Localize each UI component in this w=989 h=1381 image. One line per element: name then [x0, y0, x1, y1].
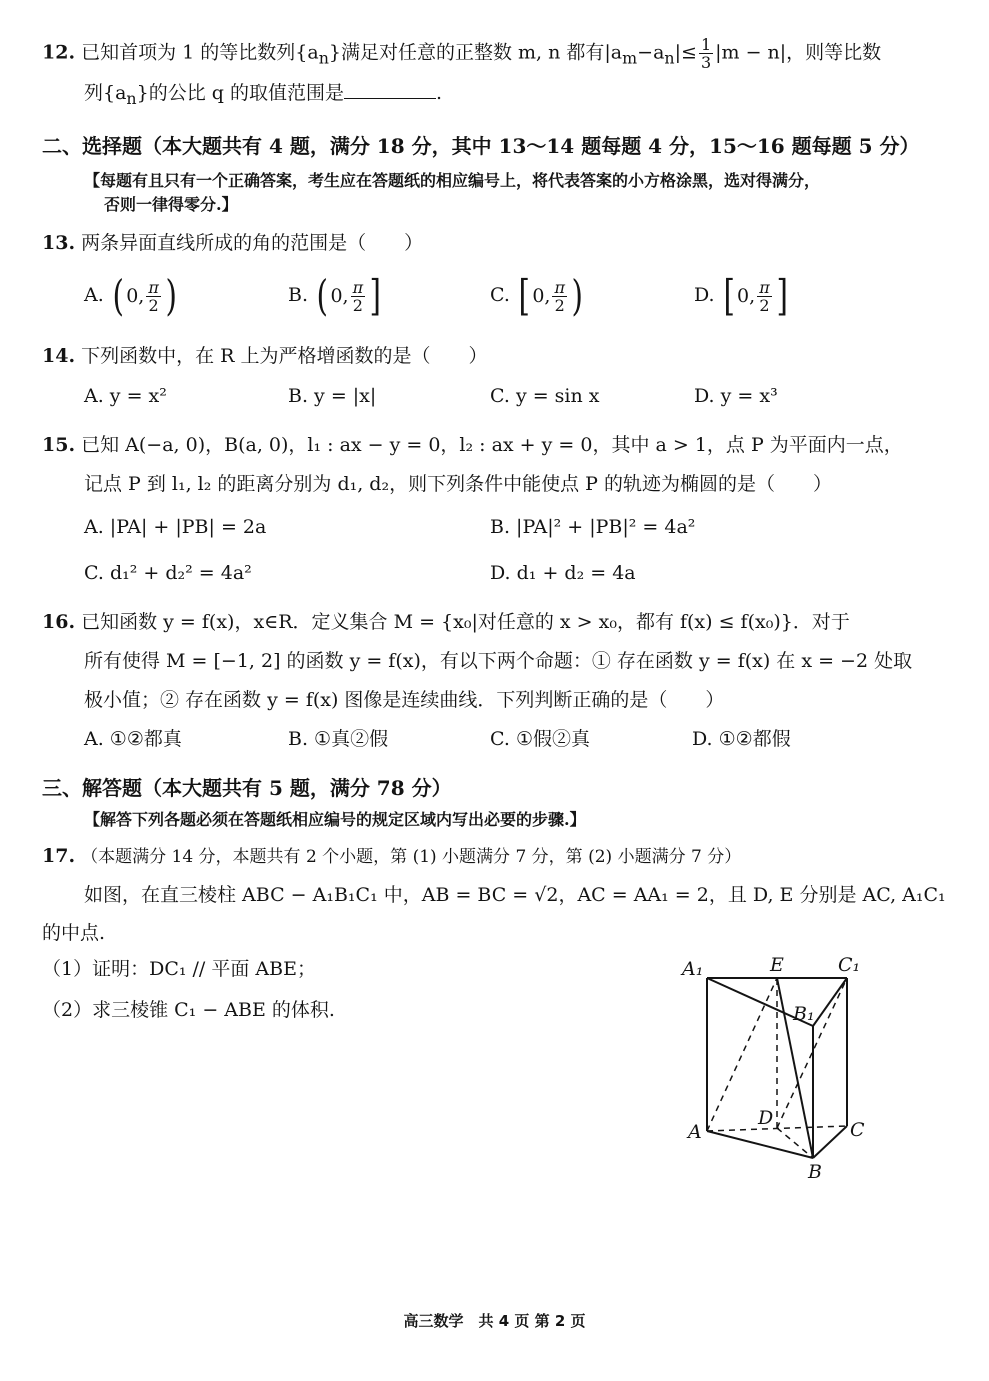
q17-header-text: （本题满分 14 分，本题共有 2 个小题，第 (1) 小题满分 7 分，第 (2) 小题满分 7 分）: [81, 847, 742, 867]
q13-option-b[interactable]: [288, 271, 384, 320]
q14-stem: [42, 343, 488, 369]
section3-note: 【解答下列各题必须在答题纸相应编号的规定区域内写出必要的步骤.】: [84, 810, 586, 829]
q15-number: 15.: [42, 434, 76, 456]
q17-part1: （1）证明：DC₁ // 平面 ABE；: [42, 958, 316, 980]
label-E: E: [770, 954, 784, 976]
q12-text-b: }满足对任意的正整数 m, n 都有|a: [328, 41, 623, 64]
edge-B-C: [813, 1126, 847, 1158]
prism-figure: [680, 948, 880, 1188]
q13-option-label: A.: [84, 284, 104, 306]
q12-frac-den: 3: [700, 53, 712, 72]
q13-option-c[interactable]: [490, 271, 585, 320]
q15-line2: 记点 P 到 l₁, l₂ 的距离分别为 d₁, d₂，则下列条件中能使点 P 的轨迹为椭圆的是（ ）: [84, 473, 832, 495]
q13-left-bracket: [: [518, 271, 530, 320]
q13-interval: [721, 271, 790, 320]
section3-title: 三、解答题（本大题共有 5 题，满分 78 分）: [42, 776, 452, 800]
q13-pi: π: [352, 277, 364, 297]
q16-option-d[interactable]: D. ①②都假: [692, 728, 791, 750]
q13-left-bracket: (: [112, 271, 124, 320]
q13-option-label: C.: [490, 284, 510, 306]
q16-option-c[interactable]: C. ①假②真: [490, 728, 590, 750]
q13-pi: π: [554, 277, 565, 297]
q13-two: 2: [352, 295, 363, 315]
q12-number: 12.: [42, 41, 76, 64]
q16-line3: 极小值；② 存在函数 y = f(x) 图像是连续曲线．下列判断正确的是（ ）: [84, 689, 725, 711]
q15-text1: 已知 A(−a, 0)，B(a, 0)，l₁ : ax − y = 0，l₂ : ax + y = 0，其中 a > 1，点 P 为平面内一点，: [81, 434, 903, 456]
q17-line1: 如图，在直三棱柱 ABC − A₁B₁C₁ 中，AB = BC = √2，AC = AA₁ = 2，且 D, E 分别是 AC, A₁C₁: [84, 884, 946, 906]
q16-number: 16.: [42, 611, 76, 633]
section2-note-line2: 否则一律得零分.】: [104, 195, 238, 214]
q16-line1: [42, 609, 850, 635]
q13-zero: 0,: [532, 285, 551, 307]
label-A: A: [688, 1121, 702, 1143]
q14-option-c[interactable]: C. y = sin x: [490, 385, 600, 407]
q12-text-f: }的公比 q 的取值范围是: [136, 82, 344, 104]
q15-option-a[interactable]: A. |PA| + |PB| = 2a: [84, 516, 267, 538]
q13-option-a[interactable]: [84, 271, 179, 320]
q13-option-d[interactable]: [694, 271, 790, 320]
q13-right-bracket: ]: [776, 271, 788, 320]
q12-text-e: 列{a: [84, 82, 127, 104]
q12-period: .: [435, 82, 443, 104]
q12-line2: [84, 80, 442, 112]
q12-sub-n3: n: [126, 88, 137, 108]
label-C: C: [850, 1119, 865, 1141]
q12-text-a: 已知首项为 1 的等比数列{a: [81, 41, 319, 64]
q13-interval: [110, 271, 179, 320]
q14-number: 14.: [42, 345, 76, 367]
q13-option-label: D.: [694, 284, 715, 306]
label-D: D: [758, 1107, 774, 1129]
q15-option-c[interactable]: C. d₁² + d₂² = 4a²: [84, 562, 252, 584]
q16-text1: 已知函数 y = f(x)，x∈R．定义集合 M = {x₀|对任意的 x > x₀，都有 f(x) ≤ f(x₀)}．对于: [81, 611, 850, 633]
q12-fraction: [699, 36, 713, 71]
edge-B1-C1: [813, 978, 847, 1026]
section2-title: 二、选择题（本大题共有 4 题，满分 18 分，其中 13～14 题每题 4 分，15～16 题每题 5 分）: [42, 134, 920, 158]
label-B1: B₁: [793, 1003, 815, 1025]
q13-interval: [516, 271, 585, 320]
q17-line2: 的中点.: [42, 922, 106, 944]
q12-text-c: |≤: [674, 41, 697, 64]
q13-pi-over-2: [552, 279, 567, 314]
q13-two: 2: [148, 295, 159, 315]
q13-two: 2: [759, 295, 770, 315]
section2-note-line1: 【每题有且只有一个正确答案，考生应在答题纸的相应编号上，将代表答案的小方格涂黑，选对得满分，: [84, 171, 821, 190]
q16-line2: 所有使得 M = [−1, 2] 的函数 y = f(x)，有以下两个命题：① 存在函数 y = f(x) 在 x = −2 处取: [84, 650, 913, 672]
q13-zero: 0,: [737, 285, 756, 307]
q12-frac-num: 1: [700, 35, 712, 54]
q13-pi: π: [148, 277, 159, 297]
q13-left-bracket: [: [723, 271, 735, 320]
q13-pi-over-2: [757, 279, 772, 314]
q14-option-b[interactable]: B. y = |x|: [288, 385, 377, 407]
q13-right-bracket: ]: [369, 271, 382, 320]
q14-option-d[interactable]: D. y = x³: [694, 385, 778, 407]
q16-option-a[interactable]: A. ①②都真: [84, 728, 182, 750]
label-B: B: [808, 1161, 822, 1183]
q13-left-bracket: (: [316, 271, 328, 320]
q13-two: 2: [554, 295, 565, 315]
q13-pi-over-2: [351, 279, 366, 314]
q13-text: 两条异面直线所成的角的范围是（ ）: [81, 232, 424, 254]
q14-option-a[interactable]: A. y = x²: [84, 385, 167, 407]
q15-option-d[interactable]: D. d₁ + d₂ = 4a: [490, 562, 636, 584]
q13-right-bracket: ): [165, 271, 177, 320]
q13-interval: [314, 271, 383, 320]
q17-part2: （2）求三棱锥 C₁ − ABE 的体积.: [42, 999, 335, 1021]
q17-number: 17.: [42, 845, 76, 867]
q12-sub-m: m: [622, 48, 638, 68]
q12-answer-blank: [344, 80, 436, 99]
q13-number: 13.: [42, 232, 76, 254]
q17-header: [42, 843, 741, 870]
q12-minus: −a: [637, 41, 665, 64]
page-footer: 高三数学 共 4 页 第 2 页: [403, 1312, 586, 1330]
label-C1: C₁: [838, 954, 861, 976]
q13-pi-over-2: [146, 279, 161, 314]
q12-sub-n2: n: [664, 48, 675, 68]
q13-stem: [42, 230, 423, 256]
q12-text-d: |m − n|，则等比数: [715, 41, 882, 64]
label-A1: A₁: [682, 958, 704, 980]
q16-option-b[interactable]: B. ①真②假: [288, 728, 389, 750]
q12-sub: n: [318, 48, 329, 68]
q12-line1: [42, 36, 881, 71]
q13-option-label: B.: [288, 284, 309, 306]
q13-pi: π: [759, 277, 770, 297]
q15-option-b[interactable]: B. |PA|² + |PB|² = 4a²: [490, 516, 696, 538]
q13-zero: 0,: [330, 285, 349, 307]
q15-line1: [42, 432, 903, 458]
q13-zero: 0,: [126, 285, 145, 307]
q14-text: 下列函数中，在 R 上为严格增函数的是（ ）: [81, 345, 488, 367]
q13-right-bracket: ): [571, 271, 583, 320]
